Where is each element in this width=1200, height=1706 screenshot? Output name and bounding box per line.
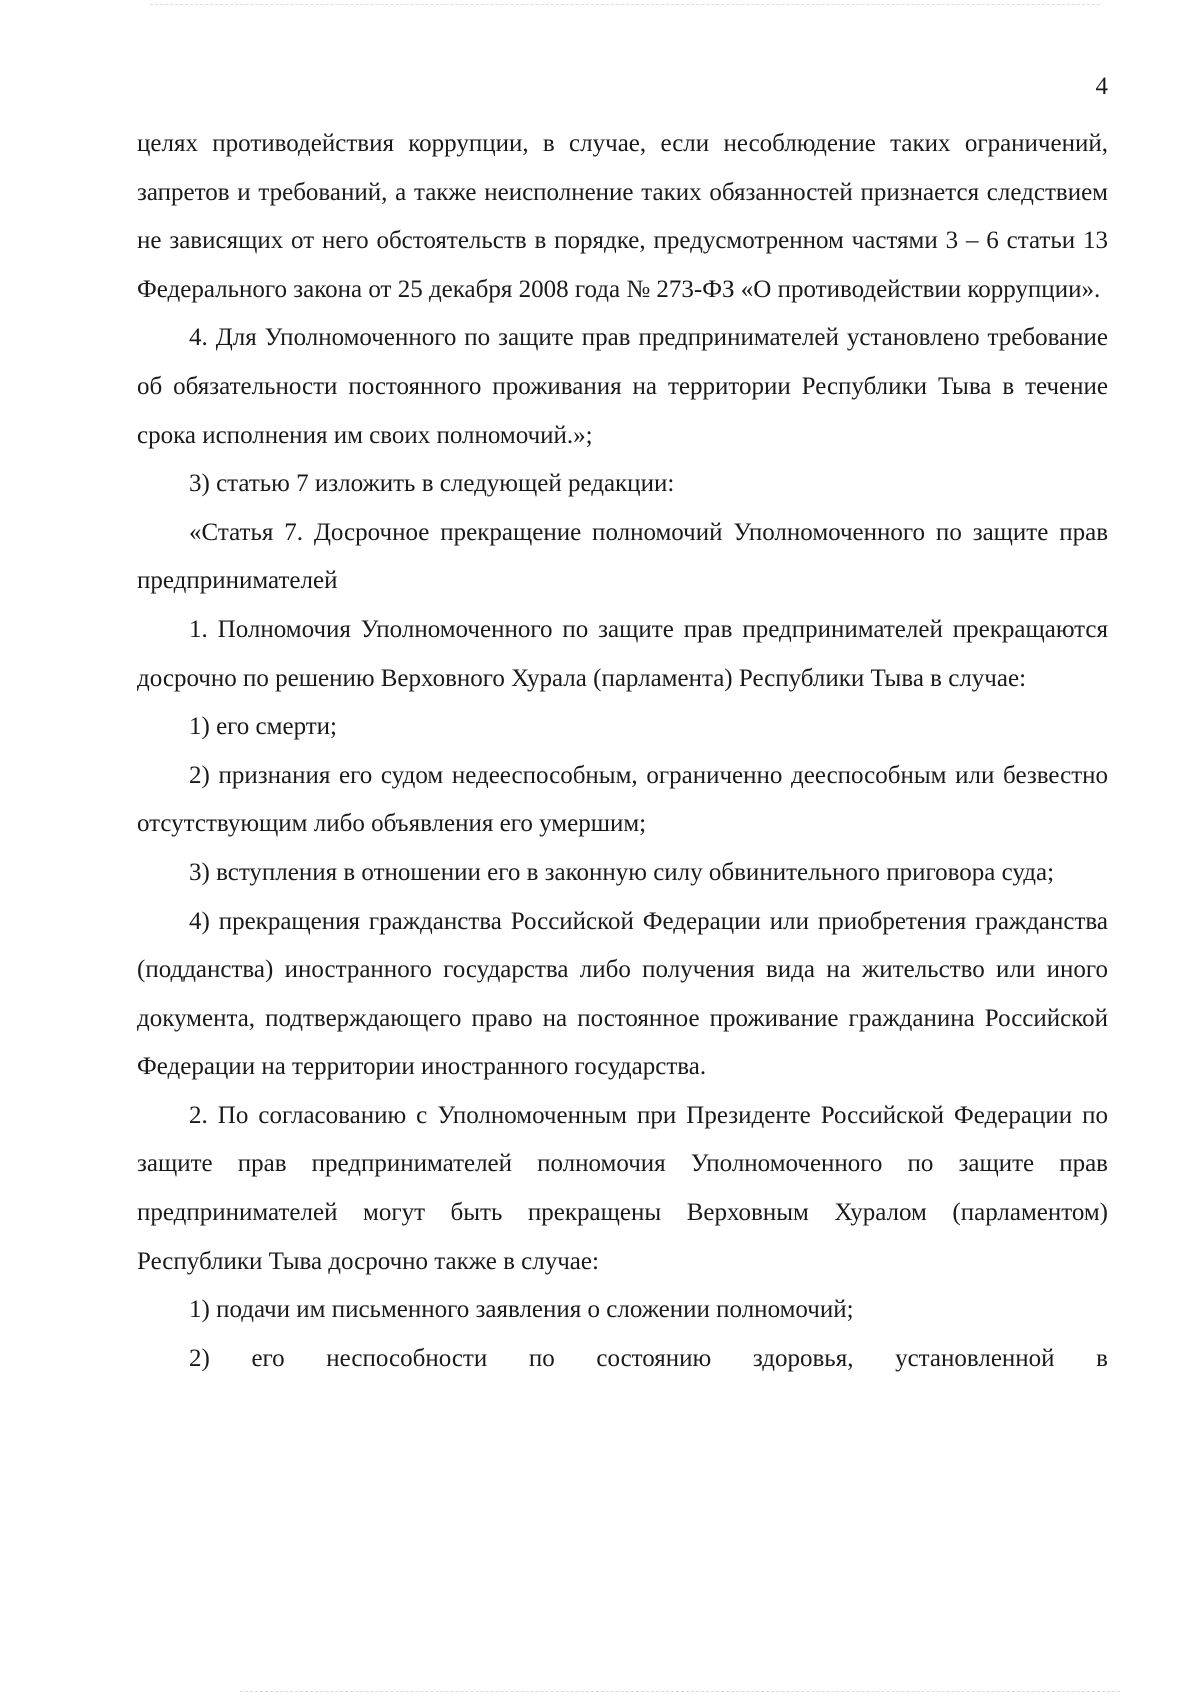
list-item-1-3: 3) вступления в отношении его в законную силу обвинительного приговора суда; <box>189 858 1055 886</box>
scan-edge-top <box>150 4 1100 7</box>
list-item-2-1: 1) подачи им письменного заявления о сложении полномочий; <box>189 1296 854 1324</box>
scan-edge-bottom <box>240 1691 1120 1694</box>
list-item-1-1: 1) его смерти; <box>189 713 337 741</box>
paragraph-amendment-3: 3) статью 7 изложить в следующей редакции: <box>189 470 675 498</box>
paragraph-part-2: 2. По согласованию с Уполномоченным при Президенте Российской Федерации по защите прав предпринимателей полномочия Уполномоченного по защите прав предпринимателей могут быть прекращены Верховным Хуралом (парламентом) Республики Тыва досрочно также в случае: <box>137 1101 1108 1275</box>
paragraph-part-1: 1. Полномочия Уполномоченного по защите прав предпринимателей прекращаются досрочно по решению Верховного Хурала (парламента) Республики Тыва в случае: <box>137 615 1108 692</box>
page-number: 4 <box>1095 73 1108 100</box>
paragraph-item-4: 4. Для Уполномоченного по защите прав предпринимателей установлено требование об обязательности постоянного проживания на территории Республики Тыва в течение срока исполнения им своих полномочий.»; <box>137 324 1108 449</box>
list-item-2-2: 2) его неспособности по состоянию здоровья, установленной в <box>189 1344 1108 1372</box>
paragraph-continuation: целях противодействия коррупции, в случае, если несоблюдение таких ограничений, запретов и требований, а также неисполнение таких обязанностей признается следствием не зависящих от него обстоятельств в порядке, предусмотренном частями 3 – 6 статьи 13 Федерального закона от 25 декабря 2008 года № 273-ФЗ «О противодействии коррупции». <box>137 130 1108 303</box>
list-item-1-4: 4) прекращения гражданства Российской Федерации или приобретения гражданства (подданства) иностранного государства либо получения вида на жительство или иного документа, подтверждающего право на постоянное проживание гражданина Российской Федерации на территории иностранного государства. <box>137 907 1108 1081</box>
list-item-1-2: 2) признания его судом недееспособным, ограниченно дееспособным или безвестно отсутствующим либо объявления его умершим; <box>137 761 1108 838</box>
document-body <box>137 120 1108 1383</box>
article-7-heading: «Статья 7. Досрочное прекращение полномочий Уполномоченного по защите прав предпринимателей <box>137 518 1108 595</box>
